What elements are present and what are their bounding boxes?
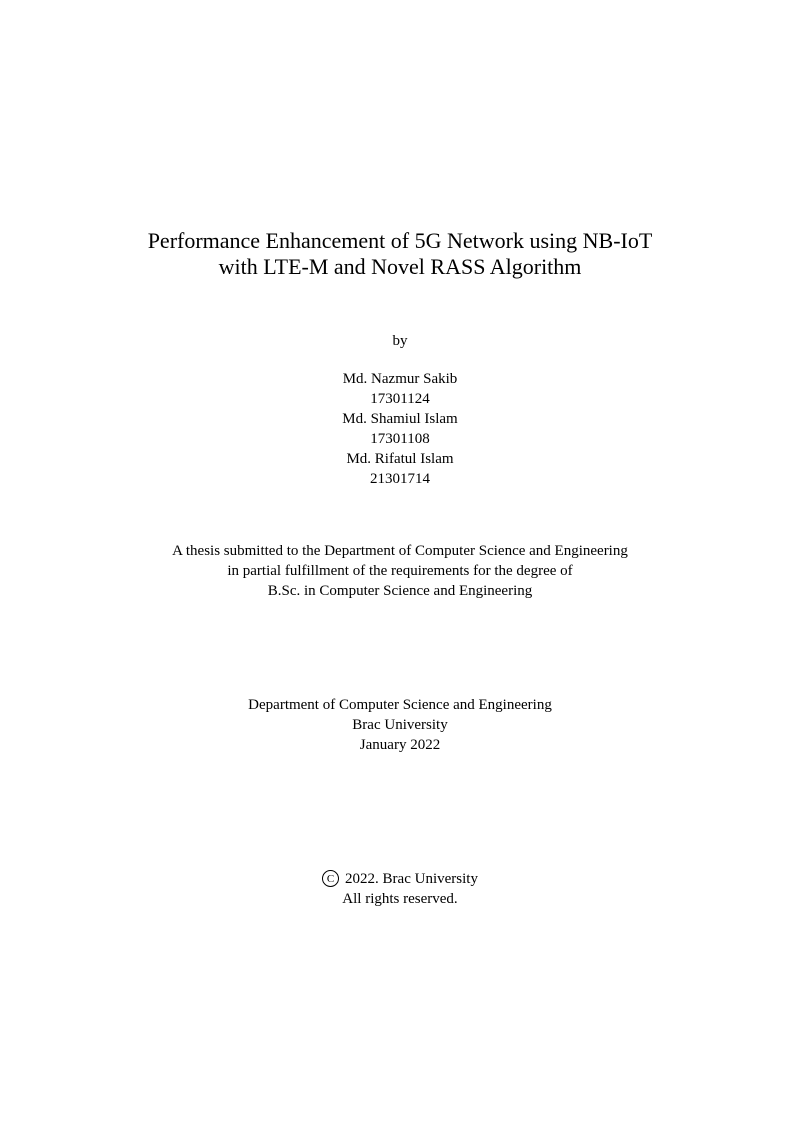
by-label: by (392, 333, 408, 349)
copyright-text: 2022. Brac University (345, 870, 478, 887)
statement-line-3: B.Sc. in Computer Science and Engineering (267, 583, 533, 599)
statement-line-1: A thesis submitted to the Department of Computer Science and Engineering (172, 543, 628, 559)
title-line-1: Performance Enhancement of 5G Network using NB-IoT (147, 228, 653, 253)
author-name: Md. Rifatul Islam (346, 451, 454, 467)
thesis-title (0, 228, 800, 280)
author-id: 17301108 (370, 431, 430, 447)
author-name: Md. Nazmur Sakib (342, 371, 458, 387)
author-list (0, 369, 800, 489)
title-line-2: with LTE-M and Novel RASS Algorithm (218, 254, 582, 279)
copyright-block (0, 868, 800, 909)
copyright-line (322, 869, 478, 889)
author-name: Md. Shamiul Islam (342, 411, 458, 427)
statement-line-2: in partial fulfillment of the requirements for the degree of (227, 563, 573, 579)
submission-statement (0, 541, 800, 601)
author-id: 17301124 (370, 391, 430, 407)
submission-date: January 2022 (359, 737, 441, 753)
department-name: Department of Computer Science and Engineering (248, 697, 552, 713)
author-id: 21301714 (370, 471, 430, 487)
institution-block (0, 695, 800, 755)
copyright-icon: C (322, 870, 339, 887)
rights-text: All rights reserved. (342, 890, 458, 907)
university-name: Brac University (352, 717, 448, 733)
